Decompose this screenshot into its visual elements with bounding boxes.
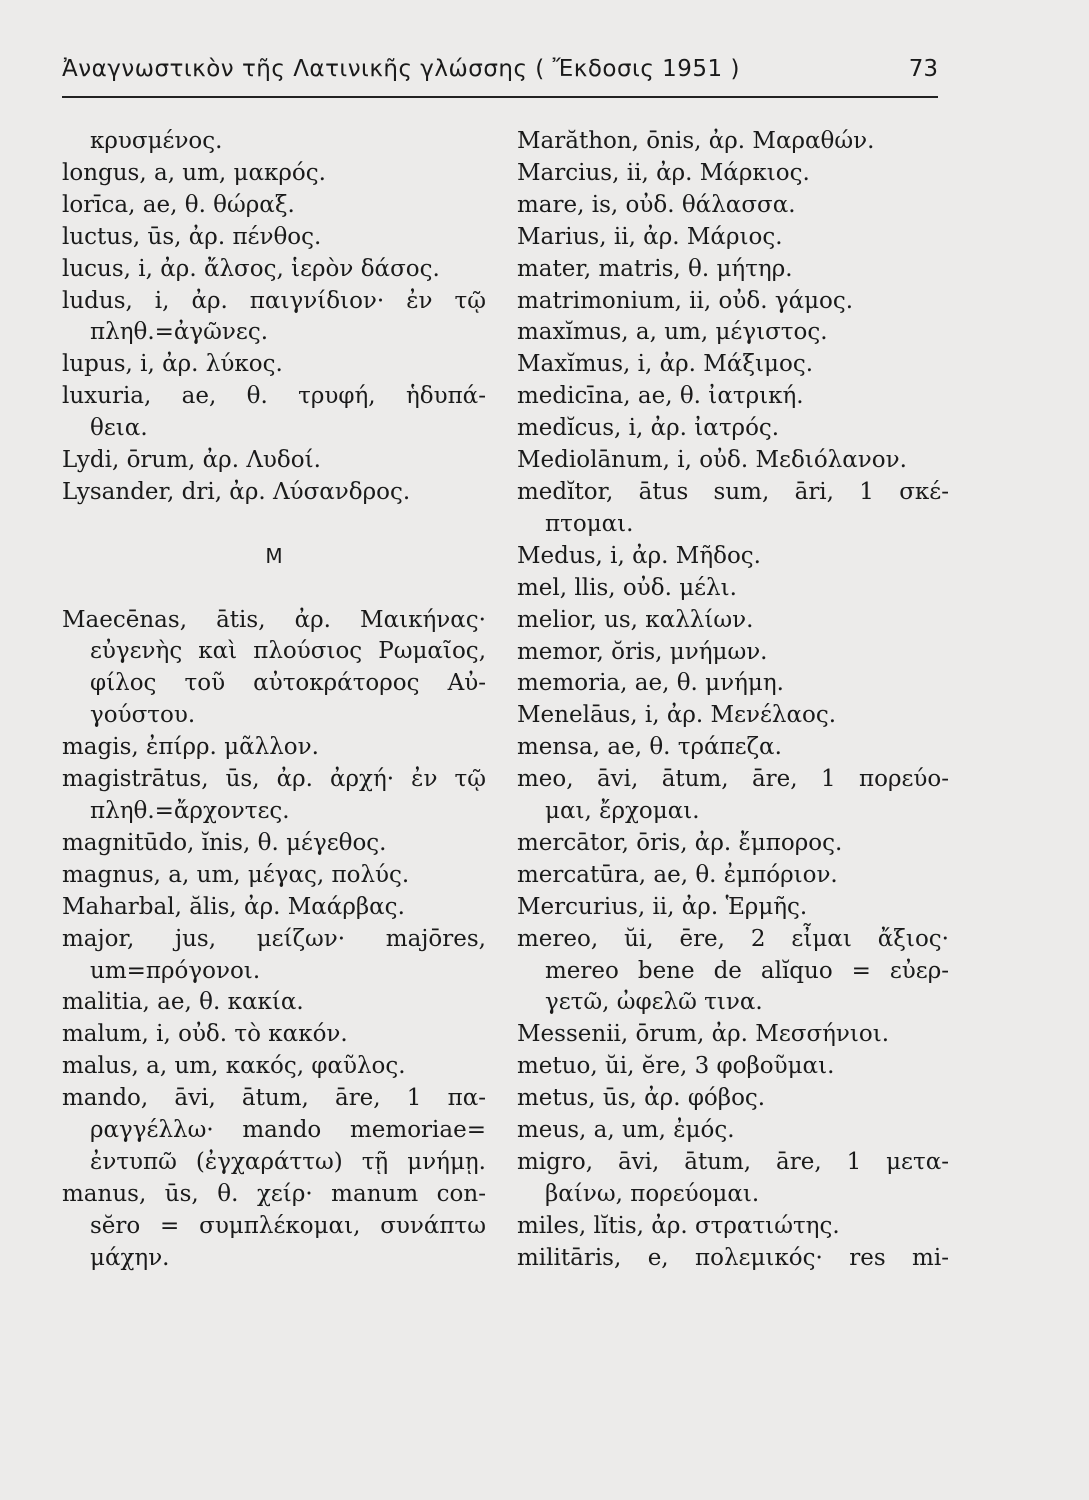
entry-line: medĭtor, ātus sum, āri, 1 σκέ- <box>517 478 949 505</box>
entry-line: lupus, i, ἀρ. λύκος. <box>62 351 283 378</box>
entry-line: magistrātus, ūs, ἀρ. ἀρχή· ἐν τῷ <box>62 766 486 793</box>
entry-line: mare, is, οὐδ. θάλασσα. <box>517 191 796 218</box>
entry-line: βαίνω, πορεύομαι. <box>545 1180 760 1207</box>
entry-line: Marăthon, ōnis, ἀρ. Μαραθών. <box>517 128 875 154</box>
page-header <box>62 56 938 98</box>
entry-line: Medus, i, ἀρ. Μῆδος. <box>517 542 761 569</box>
entry-line: Marius, ii, ἀρ. Μάριος. <box>517 223 783 250</box>
entry-line: πληθ.=ἄρχοντες. <box>90 798 290 824</box>
entry-line: Maharbal, ălis, ἀρ. Μαάρβας. <box>62 893 405 920</box>
entry-line: malitia, ae, θ. κακία. <box>62 989 304 1016</box>
entry-line: φίλος τοῦ αὐτοκράτορος Αὐ- <box>90 670 486 697</box>
spacer <box>62 509 486 541</box>
entry-line: sĕro = συμπλέκομαι, συνάπτω <box>90 1212 486 1239</box>
entry-line: magnus, a, um, μέγας, πολύς. <box>62 861 410 888</box>
entry-line: malum, i, οὐδ. τὸ κακόν. <box>62 1021 348 1048</box>
entry-line: εὐγενὴς καὶ πλούσιος Ρωμαῖος, <box>90 638 486 665</box>
running-title: Ἀναγνωστικὸν τῆς Λατινικῆς γλώσσης ( Ἔκδοσις 1951 ) <box>62 56 740 82</box>
entry-line: magis, ἐπίρρ. μᾶλλον. <box>62 734 319 761</box>
entry-line: πτομαι. <box>545 510 634 537</box>
spacer <box>62 573 486 605</box>
entry-line: militāris, e, πολεμικός· res mi- <box>517 1244 949 1271</box>
entry-line: Maecēnas, ātis, ἀρ. Μαικήνας· <box>62 606 486 633</box>
entry-line: Menelāus, i, ἀρ. Μενέλαος. <box>517 702 837 729</box>
entry-line: metuo, ŭi, ĕre, 3 φοβοῦμαι. <box>517 1053 835 1080</box>
entry-line: Mediolānum, i, οὐδ. Μεδιόλανον. <box>517 447 907 474</box>
entry-line: maxĭmus, a, um, μέγιστος. <box>517 319 828 346</box>
entry-line: memoria, ae, θ. μνήμη. <box>517 670 784 697</box>
entry-line: um=πρόγονοι. <box>90 957 261 984</box>
entry-line: malus, a, um, κακός, φαῦλος. <box>62 1053 406 1080</box>
entry-line: γούστου. <box>90 702 196 729</box>
entry-line: longus, a, um, μακρός. <box>62 159 326 186</box>
entry-line: melior, us, καλλίων. <box>517 606 754 633</box>
entry-line: migro, āvi, ātum, āre, 1 μετα- <box>517 1149 949 1175</box>
entry-line: mel, llis, οὐδ. μέλι. <box>517 574 737 601</box>
entry-line: ἐντυπῶ (ἐγχαράττω) τῇ μνήμῃ. <box>90 1148 486 1175</box>
page-number: 73 <box>908 56 938 82</box>
entry-line: Mercurius, ii, ἀρ. Ἑρμῆς. <box>517 893 808 920</box>
entry-line: lorīca, ae, θ. θώραξ. <box>62 191 295 218</box>
entry-line: μάχην. <box>90 1244 170 1271</box>
entry-line: Marcius, ii, ἀρ. Μάρκιος. <box>517 159 810 186</box>
entry-line: Lydi, ōrum, ἀρ. Λυδοί. <box>62 447 321 474</box>
left-column <box>62 126 486 1275</box>
section-letter: M <box>265 543 283 568</box>
entry-line: mercatūra, ae, θ. ἐμπόριον. <box>517 861 838 888</box>
entry-line: meo, āvi, ātum, āre, 1 πορεύο- <box>517 766 949 793</box>
entry-line: Lysander, dri, ἀρ. Λύσανδρος. <box>62 478 411 505</box>
entry-line: πληθ.=ἀγῶνες. <box>90 319 269 346</box>
entry-line: Messenii, ōrum, ἀρ. Μεσσήνιοι. <box>517 1021 890 1048</box>
entry-line: ludus, i, ἀρ. παιγνίδιον· ἐν τῷ <box>62 287 486 314</box>
entry-line: medĭcus, i, ἀρ. ἰατρός. <box>517 415 780 442</box>
entry-line: luxuria, ae, θ. τρυφή, ἡδυπά- <box>62 383 486 410</box>
entry-line: major, jus, μείζων· majōres, <box>62 925 486 952</box>
entry-line: meus, a, um, ἐμός. <box>517 1117 735 1144</box>
entry-line: metus, ūs, ἀρ. φόβος. <box>517 1085 766 1112</box>
entry-line: ραγγέλλω· mando memoriae= <box>90 1117 486 1144</box>
entry-line: miles, lĭtis, ἀρ. στρατιώτης. <box>517 1212 840 1239</box>
entry-line: mando, āvi, ātum, āre, 1 πα- <box>62 1085 486 1112</box>
entry-line: κρυσμένος. <box>90 128 223 154</box>
entry-line: manus, ūs, θ. χείρ· manum con- <box>62 1180 486 1207</box>
entry-line: mater, matris, θ. μήτηρ. <box>517 255 793 282</box>
entry-line: mereo bene de alĭquo = εὐερ- <box>545 957 949 984</box>
entry-line: mereo, ŭi, ēre, 2 εἶμαι ἄξιος· <box>517 925 949 952</box>
entry-line: lucus, i, ἀρ. ἄλσος, ἱερὸν δάσος. <box>62 255 440 282</box>
entry-line: medicīna, ae, θ. ἰατρική. <box>517 383 804 410</box>
entry-line: mensa, ae, θ. τράπεζα. <box>517 734 782 761</box>
entry-line: magnitūdo, ĭnis, θ. μέγεθος. <box>62 829 387 856</box>
entry-line: luctus, ūs, ἀρ. πένθος. <box>62 223 322 250</box>
right-column <box>517 126 949 1275</box>
entry-line: θεια. <box>90 415 148 442</box>
entry-line: matrimonium, ii, οὐδ. γάμος. <box>517 287 854 314</box>
entry-line: memor, ŏris, μνήμων. <box>517 638 768 665</box>
entry-line: mercātor, ōris, ἀρ. ἔμπορος. <box>517 829 843 856</box>
entry-line: Maxĭmus, i, ἀρ. Μάξιμος. <box>517 351 814 378</box>
entry-line: μαι, ἔρχομαι. <box>545 798 700 825</box>
entry-line: γετῶ, ὠφελῶ τινα. <box>545 989 763 1016</box>
